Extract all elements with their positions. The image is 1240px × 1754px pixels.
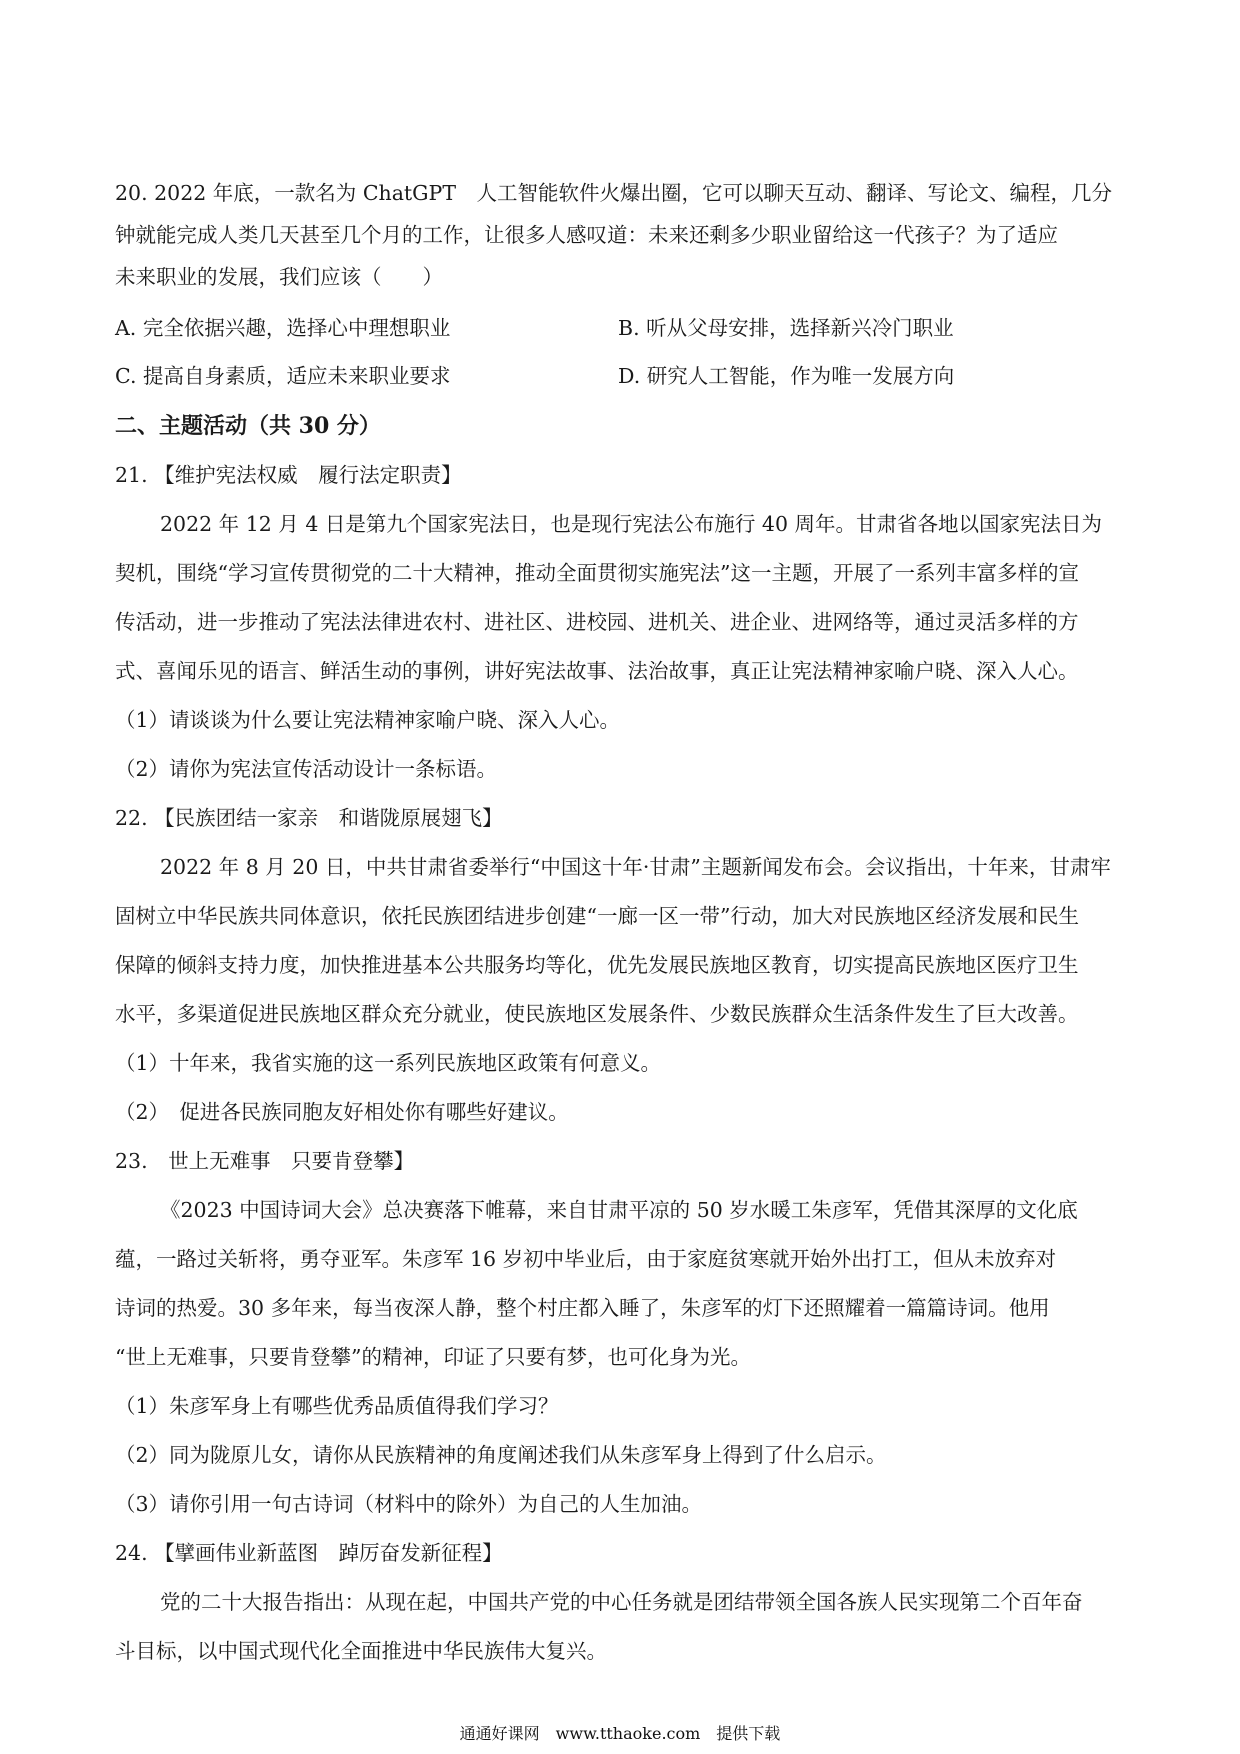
q22-sub-question-1: （1）十年来，我省实施的这一系列民族地区政策有何意义。 (115, 1051, 662, 1075)
q21-paragraph-line-2: 契机，围绕“学习宣传贯彻党的二十大精神，推动全面贯彻实施宪法”这一主题，开展了一系列丰富多样的宣 (115, 561, 1079, 585)
page-footer: 通通好课网 www.tthaoke.com 提供下载 (459, 1724, 781, 1743)
q22-paragraph-line-1: 2022 年 8 月 20 日，中共甘肃省委举行“中国这十年·甘肃”主题新闻发布会。会议指出，十年来，甘肃牢 (160, 855, 1111, 879)
q21-paragraph-line-4: 式、喜闻乐见的语言、鲜活生动的事例，讲好宪法故事、法治故事，真正让宪法精神家喻户晓、深入人心。 (115, 659, 1079, 683)
q23-paragraph-line-3: 诗词的热爱。30 多年来，每当夜深人静，整个村庄都入睡了，朱彦军的灯下还照耀着一篇篇诗词。他用 (115, 1296, 1050, 1320)
q22-sub-question-2: （2） 促进各民族同胞友好相处你有哪些好建议。 (115, 1100, 569, 1124)
q23-paragraph-line-1: 《2023 中国诗词大会》总决赛落下帷幕，来自甘肃平凉的 50 岁水暖工朱彦军，凭借其深厚的文化底 (160, 1198, 1078, 1222)
q24-paragraph-line-1: 党的二十大报告指出：从现在起，中国共产党的中心任务就是团结带领全国各族人民实现第二个百年奋 (160, 1590, 1083, 1614)
q20-option-c: C. 提高自身素质，适应未来职业要求 (115, 364, 451, 388)
q22-paragraph-line-2: 固树立中华民族共同体意识，依托民族团结进步创建“一廊一区一带”行动，加大对民族地区经济发展和民生 (115, 904, 1079, 928)
q24-title: 24. 【擘画伟业新蓝图 踔厉奋发新征程】 (115, 1541, 503, 1565)
q23-sub-question-2: （2）同为陇原儿女，请你从民族精神的角度阐述我们从朱彦军身上得到了什么启示。 (115, 1443, 887, 1467)
q21-paragraph-line-3: 传活动，进一步推动了宪法法律进农村、进社区、进校园、进机关、进企业、进网络等，通过灵活多样的方 (115, 610, 1079, 634)
q22-title: 22. 【民族团结一家亲 和谐陇原展翅飞】 (115, 806, 503, 830)
q20-line-3: 未来职业的发展，我们应该（ ） (115, 265, 443, 289)
q24-paragraph-line-2: 斗目标，以中国式现代化全面推进中华民族伟大复兴。 (115, 1639, 607, 1663)
q23-paragraph-line-2: 蕴，一路过关斩将，勇夺亚军。朱彦军 16 岁初中毕业后，由于家庭贫寒就开始外出打工，但从未放弃对 (115, 1247, 1057, 1271)
q23-title: 23. 世上无难事 只要肯登攀】 (115, 1149, 415, 1173)
q20-line-2: 钟就能完成人类几天甚至几个月的工作，让很多人感叹道：未来还剩多少职业留给这一代孩子？为了适应 (115, 223, 1058, 247)
q23-sub-question-1: （1）朱彦军身上有哪些优秀品质值得我们学习？ (115, 1394, 559, 1418)
q21-sub-question-1: （1）请谈谈为什么要让宪法精神家喻户晓、深入人心。 (115, 708, 621, 732)
q21-sub-question-2: （2）请你为宪法宣传活动设计一条标语。 (115, 757, 498, 781)
q20-option-a: A. 完全依据兴趣，选择心中理想职业 (115, 316, 451, 340)
q22-paragraph-line-3: 保障的倾斜支持力度，加快推进基本公共服务均等化，优先发展民族地区教育，切实提高民族地区医疗卫生 (115, 953, 1079, 977)
q21-paragraph-line-1: 2022 年 12 月 4 日是第九个国家宪法日，也是现行宪法公布施行 40 周年。甘肃省各地以国家宪法日为 (160, 512, 1102, 536)
q23-paragraph-line-4: “世上无难事，只要肯登攀”的精神，印证了只要有梦，也可化身为光。 (115, 1345, 751, 1369)
q20-option-b: B. 听从父母安排，选择新兴冷门职业 (618, 316, 954, 340)
q23-sub-question-3: （3）请你引用一句古诗词（材料中的除外）为自己的人生加油。 (115, 1492, 703, 1516)
q20-line-1: 20. 2022 年底，一款名为 ChatGPT 人工智能软件火爆出圈，它可以聊天互动、翻译、写论文、编程，几分 (115, 181, 1113, 205)
section-heading: 二、主题活动（共 30 分） (115, 413, 381, 439)
q22-paragraph-line-4: 水平，多渠道促进民族地区群众充分就业，使民族地区发展条件、少数民族群众生活条件发生了巨大改善。 (115, 1002, 1079, 1026)
q20-option-d: D. 研究人工智能，作为唯一发展方向 (618, 364, 955, 388)
q21-title: 21. 【维护宪法权威 履行法定职责】 (115, 463, 462, 487)
